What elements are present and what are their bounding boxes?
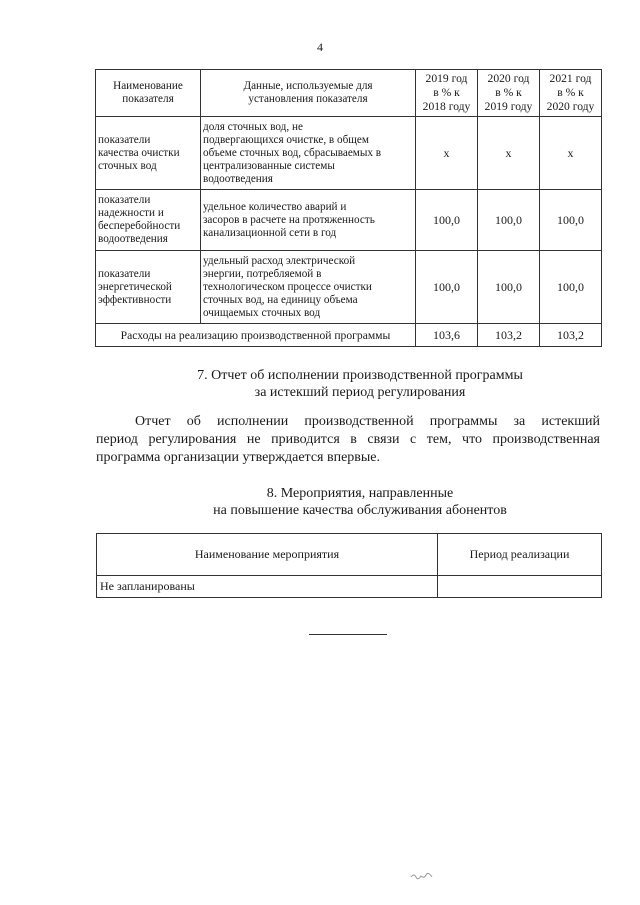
header-2020: 2020 год в % к 2019 году — [478, 70, 540, 117]
table-row — [96, 117, 602, 190]
section-7-heading: 7. Отчет об исполнении производственной программы за истекший период регулирования — [197, 368, 523, 400]
header-2019: 2019 год в % к 2018 году — [416, 70, 478, 117]
indicator-name: показатели надежности и бесперебойности водоотведения — [96, 190, 201, 251]
total-label: Расходы на реализацию производственной программы — [96, 324, 416, 347]
indicators-table — [95, 69, 602, 347]
table-header-row — [96, 70, 602, 117]
table-header-row — [97, 534, 602, 576]
indicator-description: удельное количество аварий и засоров в расчете на протяженность канализационной сети в год — [201, 190, 416, 251]
total-2019: 103,6 — [416, 324, 478, 347]
page-number: 4 — [317, 40, 323, 54]
value-2019: 100,0 — [416, 190, 478, 251]
indicator-description: доля сточных вод, не подвергающихся очистке, в общем объеме сточных вод, сбрасываемых в централизованные системы водоотведения — [201, 117, 416, 190]
total-row — [96, 324, 602, 347]
table-row — [97, 576, 602, 598]
value-2020: 100,0 — [478, 251, 540, 324]
value-2020: х — [478, 117, 540, 190]
section-7-paragraph: Отчет об исполнении производственной программы за истекший период регулирования не приводится в связи с тем, что производственная программа организации утверждается впервые. — [96, 414, 600, 465]
value-2021: 100,0 — [540, 190, 602, 251]
section-8-heading: 8. Мероприятия, направленные на повышение качества обслуживания абонентов — [213, 486, 507, 518]
end-rule — [309, 634, 387, 635]
header-measure-name: Наименование мероприятия — [97, 534, 438, 576]
header-data-used: Данные, используемые для установления показателя — [201, 70, 416, 117]
header-2021: 2021 год в % к 2020 году — [540, 70, 602, 117]
value-2020: 100,0 — [478, 190, 540, 251]
header-period: Период реализации — [438, 534, 602, 576]
table-row — [96, 251, 602, 324]
indicator-description: удельный расход электрической энергии, потребляемой в технологическом процессе очистки сточных вод, на единицу объема очищаемых сточных вод — [201, 251, 416, 324]
total-2021: 103,2 — [540, 324, 602, 347]
table-row — [96, 190, 602, 251]
measure-name: Не запланированы — [97, 576, 438, 598]
header-indicator-name: Наименование показателя — [96, 70, 201, 117]
indicator-name: показатели качества очистки сточных вод — [96, 117, 201, 190]
total-2020: 103,2 — [478, 324, 540, 347]
value-2019: 100,0 — [416, 251, 478, 324]
value-2019: х — [416, 117, 478, 190]
value-2021: 100,0 — [540, 251, 602, 324]
value-2021: х — [540, 117, 602, 190]
handwritten-mark — [410, 872, 434, 880]
measure-period — [438, 576, 602, 598]
measures-table — [96, 533, 602, 598]
indicator-name: показатели энергетической эффективности — [96, 251, 201, 324]
